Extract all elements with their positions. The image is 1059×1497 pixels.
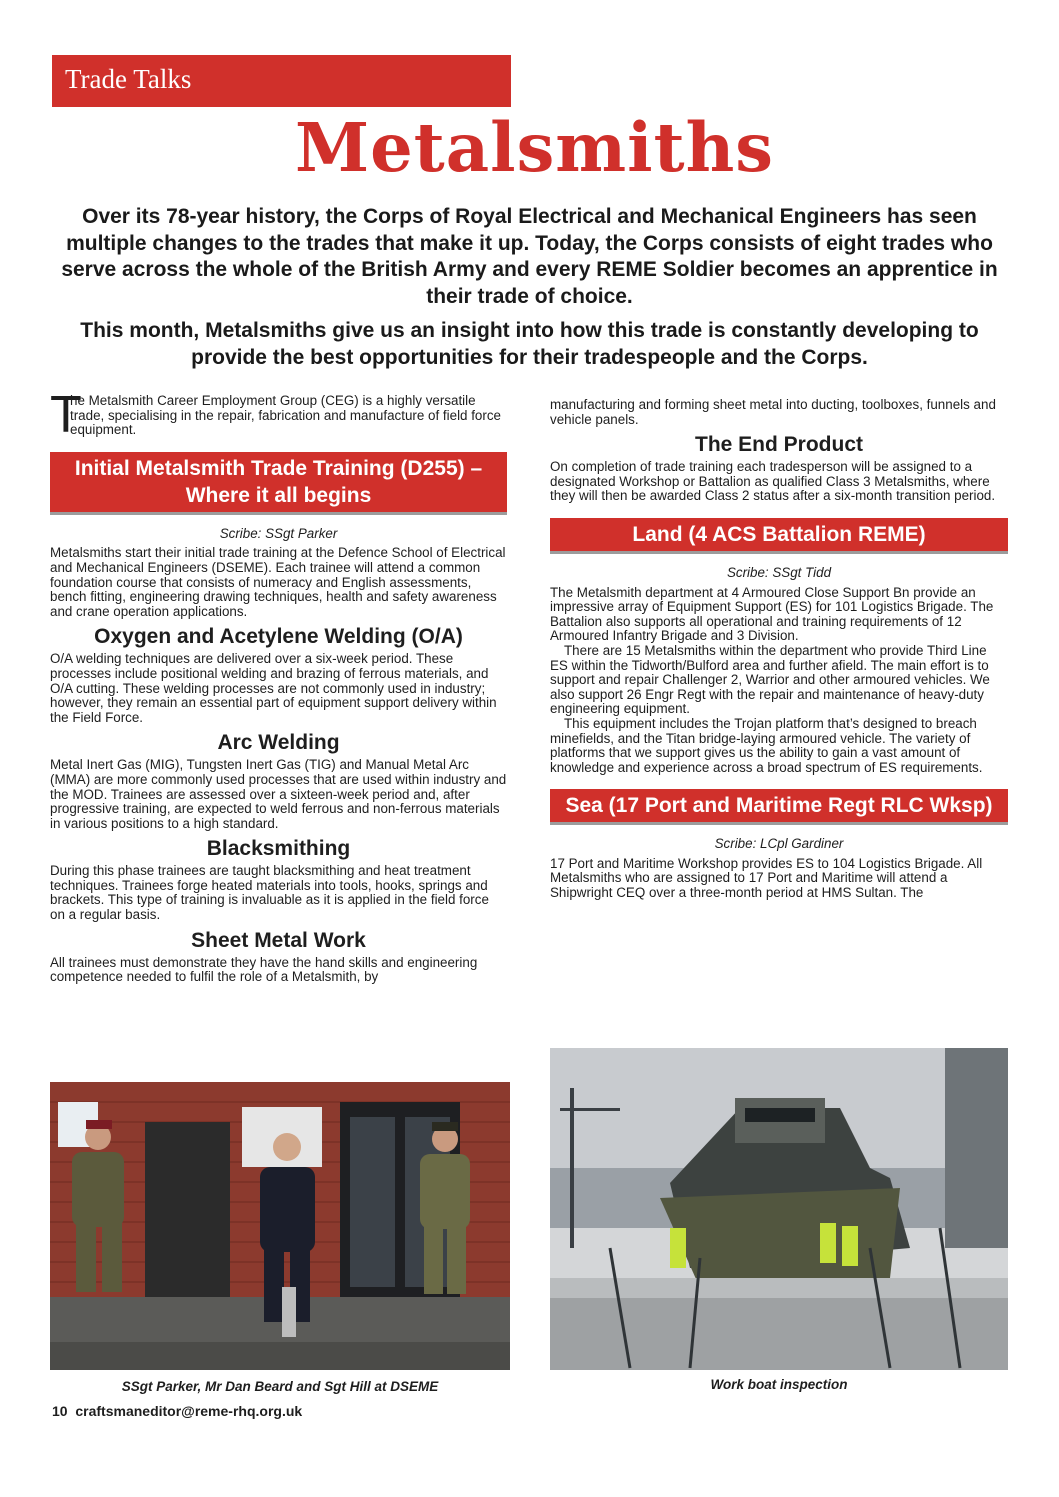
intro-paragraph: Over its 78-year history, the Corps of Royal Electrical and Mechanical Engineers has seen multiple changes to the trades that make it up. Today, the Corps consists of eight trades who serve across the whole of the British Army and every REME Soldier becomes an apprentice in their trade of choice.	[61, 205, 998, 308]
blacksmith-body: During this phase trainees are taught blacksmithing and heat treatment techniques. Trainees forge heated materials into tools, hooks, springs and brackets. This type of training is invaluable as it is applied in the field force on a regular basis.	[50, 863, 489, 923]
arc-body: Metal Inert Gas (MIG), Tungsten Inert Gas (TIG) and Manual Metal Arc (MMA) are more commonly used processes that are used within industry and the MOD. Trainees are assessed over a sixteen-week period and, after progressive training, are expected to weld ferrous and non-ferrous materials in various positions to a high standard.	[50, 757, 507, 831]
page-title: Metalsmiths	[294, 108, 775, 187]
left-column	[50, 386, 507, 985]
left-photo-caption: SSgt Parker, Mr Dan Beard and Sgt Hill at DSEME	[121, 1379, 439, 1394]
page-number: 10	[52, 1403, 68, 1419]
sheet-metal-continued: manufacturing and forming sheet metal into ducting, toolboxes, funnels and vehicle panels.	[550, 397, 996, 427]
training-body: Metalsmiths start their initial trade training at the Defence School of Electrical and Mechanical Engineers (DSEME). Each trainee will attend a common foundation course that consists of numeracy and English assessments, bench fitting, engineering drawing techniques, health and safety awareness and crane operation applications.	[50, 545, 506, 619]
sea-scribe: Scribe: LCpl Gardiner	[714, 836, 844, 852]
oxy-body: O/A welding techniques are delivered over a six-week period. These processes include positional welding and brazing of ferrous materials, and O/A cutting. These welding processes are not commonly used in industry; however, they remain an essential part of equipment support delivery within the Field Force.	[50, 651, 497, 725]
land-scribe: Scribe: SSgt Tidd	[726, 564, 832, 580]
sheet-metal-body: All trainees must demonstrate they have the hand skills and engineering competence needed to fulfil the role of a Metalsmith, by	[50, 954, 478, 985]
blacksmith-heading: Blacksmithing	[206, 837, 351, 861]
right-photo-caption: Work boat inspection	[710, 1377, 848, 1392]
land-paragraph-2: There are 15 Metalsmiths within the department who provide Third Line ES within the Tidworth/Bulford area and further afield. The main effort is to support and repair Challenger 2, Warrior and other armoured vehicles. We also support 26 Engr Regt with the repair and maintenance of heavy-duty engineering equipment.	[550, 642, 990, 717]
training-scribe: Scribe: SSgt Parker	[219, 525, 338, 541]
page-footer	[52, 1403, 302, 1419]
intro-subparagraph: This month, Metalsmiths give us an insight into how this trade is constantly developing to provide the best opportunities for their tradespeople and the Corps.	[80, 319, 979, 369]
land-paragraph-1: The Metalsmith department at 4 Armoured Close Support Bn provide an impressive array of Equipment Support (ES) for 101 Logistics Brigade. The Battalion also supports all operational and training requirements of 12 Armoured Infantry Brigade and 3 Division.	[550, 584, 994, 644]
right-column	[550, 398, 1008, 901]
training-heading: Initial Metalsmith Trade Training (D255) – Where it all begins	[50, 452, 507, 515]
opening-paragraph	[50, 386, 507, 444]
sea-body: 17 Port and Maritime Workshop provides ES to 104 Logistics Brigade. All Metalsmiths who are assigned to 17 Port and Maritime will attend a Shipwright CEQ over a three-month period at HMS Sultan. The	[550, 855, 983, 901]
opening-text: he Metalsmith Career Employment Group (CEG) is a highly versatile trade, specialising in the repair, fabrication and manufacture of field force equipment.	[70, 393, 501, 438]
land-paragraph-3: This equipment includes the Trojan platform that’s designed to breach minefields, and the Titan bridge-laying armoured vehicle. The variety of platforms that we support gives us the ability to gain a vast amount of knowledge and experience across a broad spectrum of ES requirements.	[550, 715, 983, 775]
drop-cap: T	[50, 386, 82, 444]
footer-email[interactable]: craftsmaneditor@reme-rhq.org.uk	[75, 1403, 303, 1419]
end-product-body: On completion of trade training each tradesperson will be assigned to a designated Workshop or Battalion as qualified Class 3 Metalsmiths, where they will then be awarded Class 2 status after a six-month transition period.	[550, 459, 996, 504]
end-product-heading: The End Product	[695, 433, 863, 457]
sheet-metal-heading: Sheet Metal Work	[191, 928, 366, 952]
section-label: Trade Talks	[65, 64, 192, 94]
work-boat-photo	[550, 1048, 1008, 1370]
sea-heading: Sea (17 Port and Maritime Regt RLC Wksp)	[550, 789, 1008, 825]
land-heading: Land (4 ACS Battalion REME)	[550, 518, 1008, 554]
arc-heading: Arc Welding	[217, 731, 340, 755]
oxy-heading: Oxygen and Acetylene Welding (O/A)	[94, 625, 463, 649]
section-banner	[52, 55, 511, 107]
dseme-photo	[50, 1082, 510, 1370]
